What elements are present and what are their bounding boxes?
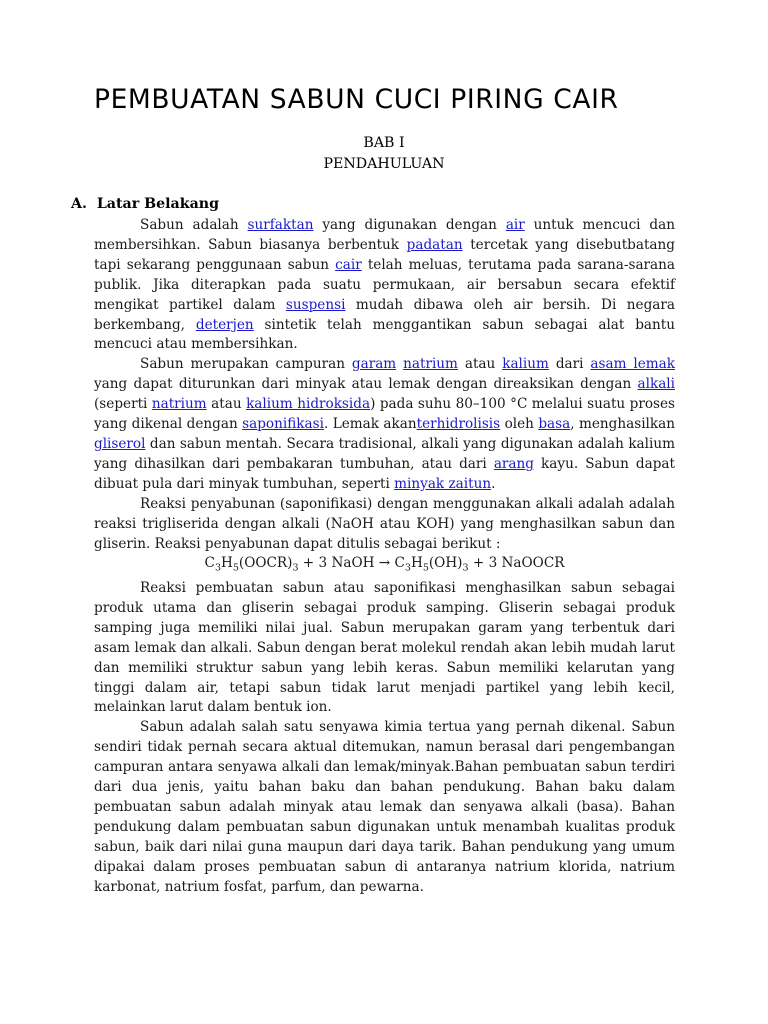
subscript: 3 — [462, 563, 469, 575]
link-asam-lemak[interactable]: asam lemak — [590, 356, 676, 373]
link-basa[interactable]: basa — [538, 416, 571, 433]
text-run: yang digunakan dengan — [313, 217, 506, 233]
link-deterjen[interactable]: deterjen — [195, 316, 254, 333]
text-run: sintetik telah menggantikan sabun sebagai alat bantu mencuci atau membersihkan. — [94, 316, 675, 353]
text-run: ) pada suhu 80–100 °C melalui suatu proses yang dikenal dengan — [94, 396, 676, 433]
link-arang[interactable]: arang — [493, 455, 534, 472]
text-run: kayu. Sabun dapat dibuat pula dari minyak tumbuhan, seperti — [94, 455, 676, 492]
paragraph — [94, 216, 675, 355]
text-run: . — [491, 475, 496, 492]
text-run: (OOCR) — [238, 555, 293, 572]
reaction-equation — [94, 554, 675, 579]
link-kalium[interactable]: kalium — [502, 356, 549, 373]
document-title: PEMBUATAN SABUN CUCI PIRING CAIR — [94, 84, 619, 115]
paragraph — [94, 355, 675, 494]
link-natrium[interactable]: natrium — [403, 356, 458, 373]
link-kalium-hidroksida[interactable]: kalium hidroksida — [246, 396, 371, 413]
link-cair[interactable]: cair — [335, 256, 362, 273]
text-run: H — [410, 555, 423, 572]
subscript: 3 — [292, 563, 299, 575]
subscript: 5 — [232, 563, 239, 575]
link-surfaktan[interactable]: surfaktan — [247, 217, 314, 233]
link-minyak-zaitun[interactable]: minyak zaitun — [394, 475, 492, 492]
body-text — [94, 216, 675, 898]
text-run: H — [220, 555, 233, 572]
link-terhidrolisis[interactable]: terhidrolisis — [416, 416, 501, 433]
text-run: Sabun merupakan campuran — [140, 356, 352, 373]
subscript: 3 — [404, 563, 411, 575]
text-run: dan sabun mentah. Secara tradisional, alkali yang digunakan adalah kalium yang dihasilkan dari pembakaran tumbuhan, atau dari — [94, 435, 675, 472]
link-gliserol[interactable]: gliserol — [94, 435, 146, 452]
paragraph — [94, 495, 675, 555]
chapter-number: BAB I — [363, 135, 405, 151]
text-run: dari — [548, 356, 591, 373]
text-run: telah meluas, terutama pada sarana-sarana publik. Jika diterapkan pada suatu permukaan, air bersabun secara efektif mengikat partikel dalam — [94, 256, 676, 313]
text-run: , menghasilkan — [570, 416, 676, 433]
text-run: untuk mencuci dan membersihkan. Sabun biasanya berbentuk — [94, 217, 675, 253]
link-air[interactable]: air — [505, 217, 525, 233]
text-run: C — [204, 555, 215, 572]
text-run: atau — [206, 396, 247, 413]
link-suspensi[interactable]: suspensi — [285, 296, 346, 313]
paragraph — [94, 718, 675, 897]
link-alkali[interactable]: alkali — [637, 376, 675, 393]
chapter-title: PENDAHULUAN — [323, 156, 445, 172]
text-run: tercetak yang disebutbatang tapi sekarang penggunaan sabun — [94, 236, 675, 273]
subscript: 3 — [214, 563, 221, 575]
link-natrium[interactable]: natrium — [151, 396, 207, 413]
text-run: Reaksi pembuatan sabun atau saponifikasi menghasilkan sabun sebagai produk utama dan gliserin sebagai produk samping. Gliserin sebagai produk samping juga memiliki nilai jual. Sabun merupakan garam yang terbentuk dari asam lemak dan alkali. Sabun dengan berat molekul rendah akan lebih mudah larut dan memiliki struktur sabun yang lebih keras. Sabun memiliki kelarutan yang tinggi dalam air, tetapi sabun tidak larut menjadi partikel yang lebih kecil, melainkan larut dalam bentuk ion. — [94, 580, 675, 716]
text-run: mudah dibawa oleh air bersih. Di negara berkembang, — [94, 296, 675, 333]
link-saponifikasi[interactable]: saponifikasi — [242, 416, 324, 433]
subscript: 5 — [422, 563, 429, 575]
text-run: . Lemak akan — [323, 416, 417, 433]
text-run: + 3 NaOOCR — [468, 555, 565, 572]
text-run: atau — [457, 356, 503, 373]
text-run: Sabun adalah — [140, 217, 248, 233]
text-run: (OH) — [428, 555, 463, 572]
text-run: yang dapat diturunkan dari minyak atau lemak dengan direaksikan dengan — [94, 376, 638, 393]
link-garam[interactable]: garam — [351, 356, 397, 373]
paragraph — [94, 579, 675, 718]
link-padatan[interactable]: padatan — [406, 236, 463, 253]
text-run: Reaksi penyabunan (saponifikasi) dengan menggunakan alkali adalah adalah reaksi trigliserida dengan alkali (NaOH atau KOH) yang menghasilkan sabun dan gliserin. Reaksi penyabunan dapat ditulis sebagai berikut : — [94, 495, 675, 552]
section-heading: A. Latar Belakang — [71, 196, 220, 212]
text-run: oleh — [500, 416, 539, 433]
text-run: Sabun adalah salah satu senyawa kimia tertua yang pernah dikenal. Sabun sendiri tidak pernah secara aktual ditemukan, namun berasal dari pengembangan campuran antara senyawa alkali dan lemak/minyak.Bahan pembuatan sabun terdiri dari dua jenis, yaitu bahan baku dan bahan pendukung. Bahan baku dalam pembuatan sabun adalah minyak atau lemak dan senyawa alkali (basa). Bahan pendukung dalam pembuatan sabun digunakan untuk menambah kualitas produk sabun, baik dari nilai guna maupun dari daya tarik. Bahan pendukung yang umum dipakai dalam proses pembuatan sabun di antaranya natrium klorida, natrium karbonat, natrium fosfat, parfum, dan pewarna. — [94, 719, 675, 895]
text-run: (seperti — [94, 396, 152, 413]
text-run: + 3 NaOH → C — [298, 555, 405, 572]
